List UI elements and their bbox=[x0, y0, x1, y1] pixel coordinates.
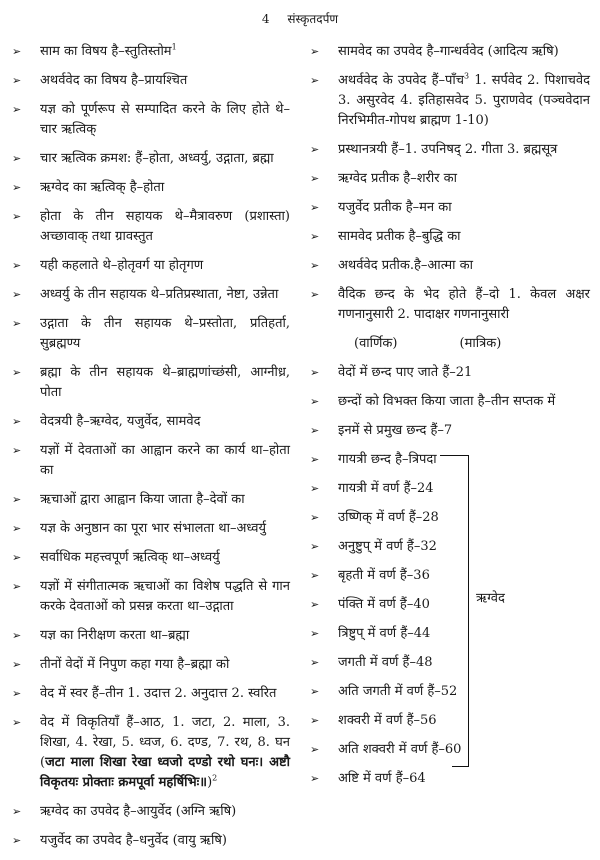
bullet-arrow-icon: ➢ bbox=[310, 743, 320, 756]
item-text: यज्ञ के अनुष्ठान का पूरा भार संभालता था–अध्वर्यु bbox=[40, 521, 267, 536]
right-column bbox=[310, 42, 590, 798]
item-text: यजुर्वेद प्रतीक है–मन का bbox=[338, 200, 452, 215]
bullet-arrow-icon: ➢ bbox=[310, 143, 320, 156]
list-item bbox=[310, 169, 590, 189]
footnote-marker: 3 bbox=[463, 71, 470, 81]
item-text: चार ऋत्विक क्रमश: हैं–होता, अध्वर्यु, उद्गाता, ब्रह्मा bbox=[40, 151, 274, 166]
bullet-arrow-icon: ➢ bbox=[12, 551, 22, 564]
bullet-arrow-icon: ➢ bbox=[12, 103, 22, 116]
bullet-arrow-icon: ➢ bbox=[12, 687, 22, 700]
bullet-arrow-icon: ➢ bbox=[310, 656, 320, 669]
running-title: संस्कृतदर्पण bbox=[287, 12, 339, 26]
list-item bbox=[310, 595, 590, 615]
item-text: अथर्ववेद के उपवेद हैं–पाँच bbox=[338, 73, 464, 88]
item-text: तीनों वेदों में निपुण कहा गया है–ब्रह्मा को bbox=[40, 657, 230, 672]
list-item bbox=[310, 198, 590, 218]
item-text: वेदत्रयी है–ऋग्वेद, यजुर्वेद, सामवेद bbox=[40, 414, 201, 429]
item-text: यज्ञ का निरीक्षण करता था–ब्रह्मा bbox=[40, 628, 190, 643]
bullet-arrow-icon: ➢ bbox=[310, 482, 320, 495]
item-text: यज्ञ को पूर्णरूप से सम्पादित करने के लिए होते थे–चार ऋत्विक् bbox=[40, 102, 290, 137]
list-item bbox=[310, 227, 590, 247]
footnote-marker: 1 bbox=[171, 42, 177, 52]
matrik-label: (मात्रिक) bbox=[459, 336, 502, 351]
list-item bbox=[12, 802, 290, 822]
item-text: अथर्ववेद का विषय है–प्रायश्चित bbox=[40, 73, 188, 88]
bullet-arrow-icon: ➢ bbox=[310, 598, 320, 611]
bullet-arrow-icon: ➢ bbox=[310, 511, 320, 524]
list-item bbox=[310, 624, 590, 644]
item-text: सामवेद का उपवेद है–गान्धर्ववेद (आदित्य ऋषि) bbox=[338, 44, 559, 59]
item-text: होता के तीन सहायक थे–मैत्रावरुण (प्रशास्ता) अच्छावाक् तथा ग्रावस्तुत bbox=[40, 209, 290, 244]
item-text: उद्गाता के तीन सहायक थे–प्रस्तोता, प्रतिहर्ता, सुब्रह्मण्य bbox=[40, 316, 290, 351]
item-text: गायत्री छन्द है–त्रिपदा bbox=[338, 452, 437, 467]
list-item bbox=[12, 655, 290, 675]
bullet-arrow-icon: ➢ bbox=[310, 627, 320, 640]
list-item bbox=[310, 682, 590, 702]
list-item bbox=[310, 769, 590, 789]
bullet-arrow-icon: ➢ bbox=[12, 493, 22, 506]
item-text: वेद में स्वर हैं–तीन 1. उदात्त 2. अनुदात्त 2. स्वरित bbox=[40, 686, 277, 701]
bullet-arrow-icon: ➢ bbox=[12, 210, 22, 223]
bullet-arrow-icon: ➢ bbox=[310, 288, 320, 301]
list-item bbox=[12, 684, 290, 704]
bullet-arrow-icon: ➢ bbox=[310, 172, 320, 185]
item-text: बृहती में वर्ण हैं–36 bbox=[338, 568, 430, 583]
list-item bbox=[12, 363, 290, 403]
list-item bbox=[310, 508, 590, 528]
item-text: ऋग्वेद प्रतीक है–शरीर का bbox=[338, 171, 458, 186]
bullet-arrow-icon: ➢ bbox=[12, 716, 22, 729]
bullet-arrow-icon: ➢ bbox=[12, 629, 22, 642]
varnik-label: (वार्णिक) bbox=[354, 336, 398, 351]
item-text: उष्णिक् में वर्ण हैं–28 bbox=[338, 510, 439, 525]
bullet-arrow-icon: ➢ bbox=[310, 685, 320, 698]
item-text-tail: 1. सर्पवेद 2. पिशाचवेद 3. असुरवेद 4. इतिहासवेद 5. पुराणवेद (पञ्चवेदान निरभिमीत-गोपथ ब्राह्मण 1-10) bbox=[338, 73, 590, 128]
item-text: अनुष्टुप् में वर्ण हैं–32 bbox=[338, 539, 437, 554]
item-text: अति जगती में वर्ण हैं–52 bbox=[338, 684, 458, 699]
bullet-arrow-icon: ➢ bbox=[12, 288, 22, 301]
bullet-arrow-icon: ➢ bbox=[12, 317, 22, 330]
item-text: छन्दों को विभक्त किया जाता है–तीन सप्तक में bbox=[338, 394, 556, 409]
bracket-vertical-line bbox=[468, 455, 469, 767]
list-item bbox=[310, 537, 590, 557]
item-text: वेद में विकृतियाँ हैं–आठ, 1. जटा, 2. माला, 3. शिखा, 4. रेखा, 5. ध्वज, 6. दण्ड, 7. रथ, 8. घन ( bbox=[40, 715, 290, 770]
item-bold-text: जटा माला शिखा रेखा ध्वजो दण्डो रथो घनः। अष्टौ विकृतयः प्रोक्ताः क्रमपूर्वा महर्षिभिः॥ bbox=[40, 755, 290, 790]
list-item bbox=[310, 285, 590, 325]
list-item bbox=[12, 490, 290, 510]
bullet-arrow-icon: ➢ bbox=[310, 772, 320, 785]
list-item bbox=[12, 285, 290, 305]
list-item bbox=[12, 42, 290, 62]
footnote-marker: 2 bbox=[212, 773, 218, 783]
list-item bbox=[12, 831, 290, 851]
list-item bbox=[12, 178, 290, 198]
item-text: अष्टि में वर्ण हैं–64 bbox=[338, 771, 426, 786]
list-item bbox=[12, 519, 290, 539]
item-text: सर्वाधिक महत्त्वपूर्ण ऋत्विक् था–अध्वर्यु bbox=[40, 550, 220, 565]
item-text: यजुर्वेद का उपवेद है–धनुर्वेद (वायु ऋषि) bbox=[40, 833, 227, 848]
list-item bbox=[310, 42, 590, 62]
bullet-arrow-icon: ➢ bbox=[12, 181, 22, 194]
bullet-arrow-icon: ➢ bbox=[310, 45, 320, 58]
bullet-arrow-icon: ➢ bbox=[310, 540, 320, 553]
left-column bbox=[12, 42, 290, 860]
item-text: यज्ञों में देवताओं का आह्वान करने का कार्य था–होता का bbox=[40, 443, 290, 478]
bullet-arrow-icon: ➢ bbox=[12, 580, 22, 593]
item-text: जगती में वर्ण हैं–48 bbox=[338, 655, 433, 670]
rigveda-bracket-label: ऋग्वेद bbox=[476, 591, 505, 606]
list-item bbox=[310, 479, 590, 499]
list-item bbox=[310, 256, 590, 276]
list-item bbox=[12, 100, 290, 140]
bullet-arrow-icon: ➢ bbox=[310, 201, 320, 214]
item-text: ऋग्वेद का ऋत्विक् है–होता bbox=[40, 180, 165, 195]
list-item bbox=[12, 71, 290, 91]
list-item bbox=[12, 149, 290, 169]
list-item bbox=[12, 441, 290, 481]
list-item bbox=[310, 450, 590, 470]
bullet-arrow-icon: ➢ bbox=[12, 74, 22, 87]
list-item bbox=[12, 412, 290, 432]
bracket-bottom-line bbox=[452, 766, 469, 767]
chhanda-types-row bbox=[310, 334, 590, 354]
bullet-arrow-icon: ➢ bbox=[310, 569, 320, 582]
bullet-arrow-icon: ➢ bbox=[310, 74, 320, 87]
list-item bbox=[310, 653, 590, 673]
list-item bbox=[310, 566, 590, 586]
list-item bbox=[310, 140, 590, 160]
bullet-arrow-icon: ➢ bbox=[12, 366, 22, 379]
item-text: वेदों में छन्द पाए जाते हैं–21 bbox=[338, 365, 473, 380]
bullet-arrow-icon: ➢ bbox=[12, 45, 22, 58]
bullet-arrow-icon: ➢ bbox=[12, 444, 22, 457]
page-header bbox=[0, 10, 600, 27]
list-item bbox=[310, 711, 590, 731]
item-text-tail: ) bbox=[207, 775, 213, 790]
item-text: पंक्ति में वर्ण हैं–40 bbox=[338, 597, 430, 612]
list-item bbox=[310, 392, 590, 412]
item-text: शक्वरी में वर्ण हैं–56 bbox=[338, 713, 437, 728]
bullet-arrow-icon: ➢ bbox=[12, 658, 22, 671]
bullet-arrow-icon: ➢ bbox=[310, 714, 320, 727]
item-text: सामवेद प्रतीक है–बुद्धि का bbox=[338, 229, 461, 244]
list-item bbox=[12, 713, 290, 793]
bullet-arrow-icon: ➢ bbox=[12, 522, 22, 535]
list-item bbox=[310, 740, 590, 760]
bullet-arrow-icon: ➢ bbox=[12, 415, 22, 428]
item-text: वैदिक छन्द के भेद होते हैं–दो 1. केवल अक्षर गणनानुसारी 2. पादाक्षर गणनानुसारी bbox=[338, 287, 590, 322]
item-text: साम का विषय है–स्तुतिस्तोम bbox=[40, 44, 172, 59]
item-text: ऋग्वेद का उपवेद है–आयुर्वेद (अग्नि ऋषि) bbox=[40, 804, 237, 819]
item-text: गायत्री में वर्ण हैं–24 bbox=[338, 481, 434, 496]
list-item bbox=[310, 421, 590, 441]
list-item bbox=[12, 626, 290, 646]
list-item bbox=[310, 71, 590, 131]
item-text: यही कहलाते थे–होतृवर्ग या होतृगण bbox=[40, 258, 204, 273]
bracket-top-line bbox=[440, 455, 468, 456]
item-text: ऋचाओं द्वारा आह्वान किया जाता है–देवों का bbox=[40, 492, 245, 507]
bullet-arrow-icon: ➢ bbox=[310, 259, 320, 272]
list-item bbox=[12, 207, 290, 247]
bullet-arrow-icon: ➢ bbox=[310, 424, 320, 437]
list-item bbox=[12, 314, 290, 354]
bullet-arrow-icon: ➢ bbox=[12, 834, 22, 847]
bullet-arrow-icon: ➢ bbox=[12, 805, 22, 818]
bullet-arrow-icon: ➢ bbox=[12, 259, 22, 272]
bullet-arrow-icon: ➢ bbox=[310, 230, 320, 243]
list-item bbox=[12, 577, 290, 617]
list-item bbox=[12, 548, 290, 568]
list-item bbox=[310, 363, 590, 383]
item-text: अथर्ववेद प्रतीक.है–आत्मा का bbox=[338, 258, 473, 273]
bullet-arrow-icon: ➢ bbox=[12, 152, 22, 165]
bullet-arrow-icon: ➢ bbox=[310, 366, 320, 379]
bullet-arrow-icon: ➢ bbox=[310, 453, 320, 466]
item-text: यज्ञों में संगीतात्मक ऋचाओं का विशेष पद्धति से गान करके देवताओं को प्रसन्न करता था–उद्गाता bbox=[40, 579, 290, 614]
item-text: त्रिष्टुप् में वर्ण हैं–44 bbox=[338, 626, 431, 641]
item-text: इनमें से प्रमुख छन्द हैं–7 bbox=[338, 423, 453, 438]
item-text: ब्रह्मा के तीन सहायक थे–ब्राह्मणांच्छंसी, आग्नीध्र, पोता bbox=[40, 365, 290, 400]
list-item bbox=[12, 256, 290, 276]
item-text: अति शक्वरी में वर्ण हैं–60 bbox=[338, 742, 462, 757]
item-text: अध्वर्यु के तीन सहायक थे–प्रतिप्रस्थाता, नेष्टा, उन्नेता bbox=[40, 287, 279, 302]
bullet-arrow-icon: ➢ bbox=[310, 395, 320, 408]
item-text: प्रस्थानत्रयी हैं–1. उपनिषद् 2. गीता 3. ब्रह्मसूत्र bbox=[338, 142, 558, 157]
page-number: 4 bbox=[261, 12, 270, 26]
